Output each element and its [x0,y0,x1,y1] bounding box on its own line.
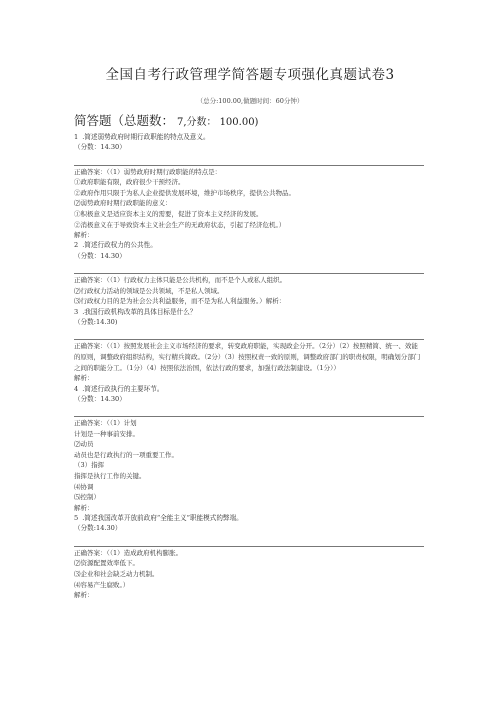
answer-divider [74,416,424,417]
analysis-label: 解析： [74,503,94,512]
section-score: 100.00) [219,117,259,128]
question-block [74,132,424,240]
answer-block [74,275,424,307]
question-line [74,240,424,250]
answer-line: ①政府职能有限，政府很少干预经济。 [74,178,185,187]
answer-line: 正确答案：（（1）计划 [74,419,137,428]
question-text: .简述弱势政府时期行政职能的特点及意义。 [82,133,210,141]
question-score: （分数:14.30) [74,318,118,327]
answer-block [74,167,424,231]
answer-divider [74,273,424,274]
question-number: 5 [74,514,79,523]
answer-line: ⑵动员 [74,440,94,449]
question-score: （分数:14.30） [74,524,122,533]
answer-line: 动员也是行政执行的一项重要工作。 [74,450,178,459]
answer-block [74,341,424,373]
questions-list [74,132,424,600]
answer-line: ⑵弱势政府时期行政职能的意义： [74,199,172,208]
answer-line: ②政府作用只限于为私人企业提供发展环境，维护市场秩序，提供公共物品。 [74,188,295,197]
question-line [74,132,424,142]
answer-line: 正确答案：（（1）按照发展社会主义市场经济的要求，转变政府职能，实现政企分开。（2分）（2）按照精简、统一、效能的原则，调整政府组织结构，实行精兵简政。（2分）（3）按照权责一致的原则，调整政府部门的职责权限，明确划分部门之间的职能分工。（1分）（4）按照依法治国，依法行政的要求，加强行政法制建设。（1分）） [74,342,421,372]
question-number: 3 [74,307,79,316]
document-title: 全国自考行政管理学简答题专项强化真题试卷3 [105,67,395,83]
answer-line: 正确答案：（（1）行政权力主体只能是公共机构，而不是个人或私人组织。 [74,276,287,285]
answer-line: ①积极意义是适应资本主义的需要，促进了资本主义经济的发展。 [74,209,263,218]
question-block [74,307,424,384]
question-line [74,384,424,394]
answer-line: ⑸控制） [74,493,100,502]
answer-block [74,548,424,590]
analysis-label: 解析： [74,374,94,383]
question-score: （分数：14.30） [74,251,126,260]
answer-line: 指挥是执行工作的关键。 [74,472,146,481]
answer-line: ⑶企业和社会缺乏动力机制。 [74,569,159,578]
answer-line: ⑷协调 [74,482,94,491]
question-text: .我国行政机构改革的具体目标是什么？ [82,307,197,316]
question-block [74,384,424,514]
question-line [74,513,424,523]
answer-line: （3）指挥 [74,461,105,470]
question-text: .简述行政执行的主要环节。 [82,384,164,393]
question-number: 1 [74,133,79,141]
answer-line: 正确答案：（（1）弱势政府时期行政职能的特点是： [74,167,222,176]
answer-line: ⑵行政权力活动的领域是公共领域，不是私人领域。 [74,286,224,295]
question-line [74,307,424,317]
answer-block [74,418,424,503]
section-count: 7,分数： [177,117,217,128]
question-block [74,240,424,306]
question-number: 4 [74,384,79,393]
question-score: （分数：14.30） [74,394,126,403]
answer-divider [74,339,424,340]
answer-line: 计划是一种事前安排。 [74,429,139,438]
question-text: .简述行政权力的公共性。 [82,241,157,250]
section-heading [74,111,258,129]
question-block [74,513,424,600]
question-text: .简述我国改革开放前政府“全能主义”职能模式的弊端。 [82,514,243,523]
answer-divider [74,165,424,166]
analysis-label: 解析： [74,591,94,600]
answer-divider [74,546,424,547]
answer-line: ⑶行政权力目的是为社会公共利益服务，而不是为私人利益服务。）解析： [74,297,286,306]
exam-meta: （总分:100.00,做题时间：60分钟） [196,97,304,105]
analysis-label: 解析： [74,231,94,240]
question-number: 2 [74,241,79,250]
answer-line: 正确答案：（（1）造成政府机构膨胀。 [74,548,183,557]
question-score: （分数：14.30） [74,143,126,152]
answer-line: ②消极意义在于导致资本主义社会生产的无政府状态，引起了经济危机。） [74,220,286,229]
answer-line: ⑵资源配置效率低下。 [74,559,139,568]
answer-line: ⑷容易产生腐败。） [74,580,130,589]
section-title: 简答题（总题数： [74,113,175,128]
